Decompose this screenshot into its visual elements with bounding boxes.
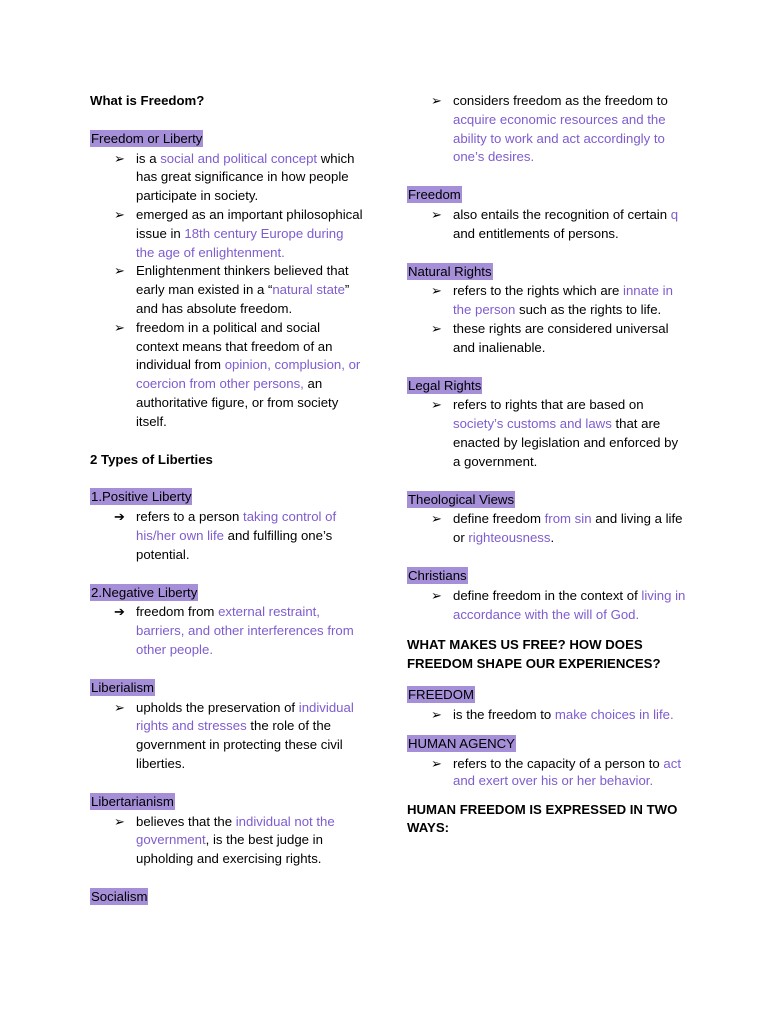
item-text: an authoritative figure, or from society itself. xyxy=(136,376,339,429)
bullet-icon: ➢ xyxy=(431,397,442,413)
bullet-icon: ➢ xyxy=(114,699,125,715)
human-freedom-expressed-heading: HUMAN FREEDOM IS EXPRESSED IN TWO WAYS: xyxy=(407,801,678,836)
item-text: emerged as an important philosophical issue in xyxy=(136,206,363,241)
highlighted-text: make choices in life. xyxy=(554,706,674,722)
bullet-icon: ➢ xyxy=(431,283,442,299)
page-title: What is Freedom? xyxy=(90,93,205,108)
list-item xyxy=(90,603,365,659)
bullet-icon: ➢ xyxy=(114,263,125,279)
list-item xyxy=(90,262,365,318)
bullet-list xyxy=(407,587,687,625)
right-column xyxy=(407,92,687,838)
item-text: also entails the recognition of certain xyxy=(453,206,671,222)
bullet-icon: ➢ xyxy=(431,511,442,527)
item-text: define freedom in the context of xyxy=(453,587,642,603)
bullet-icon: ➔ xyxy=(114,509,125,525)
item-text: believes that the xyxy=(136,813,236,829)
bullet-list xyxy=(407,92,687,167)
item-text: such as the rights to life. xyxy=(515,302,662,318)
bullet-icon: ➢ xyxy=(431,93,442,108)
section-label-socialism: Socialism xyxy=(91,888,148,904)
highlighted-text: natural state xyxy=(272,282,345,298)
highlighted-text: from sin xyxy=(544,511,592,527)
item-text: , is the best judge in upholding and exercising rights. xyxy=(136,832,323,867)
highlighted-text: innate in the person xyxy=(453,283,673,318)
item-text: refers to rights that are based on xyxy=(453,397,644,413)
what-makes-us-free-heading: WHAT MAKES US FREE? HOW DOES FREEDOM SHAPE OUR EXPERIENCES? xyxy=(407,637,661,672)
highlighted-text: society’s customs and laws xyxy=(453,416,612,432)
item-text: refers to the capacity of a person to xyxy=(453,755,664,771)
bullet-list xyxy=(407,510,687,548)
section-label-freedom-caps: FREEDOM xyxy=(408,686,474,702)
item-text: define freedom xyxy=(453,511,545,527)
highlighted-text: taking control of his/her own life xyxy=(136,509,337,543)
section-label-negative-liberty: 2.Negative Liberty xyxy=(91,584,198,600)
bullet-icon: ➔ xyxy=(114,604,125,620)
bullet-icon: ➢ xyxy=(431,587,442,603)
list-item xyxy=(407,206,687,244)
highlighted-text: individual rights and stresses xyxy=(136,699,354,734)
bullet-list xyxy=(407,706,687,723)
highlighted-text: individual not the government xyxy=(136,813,335,848)
item-text: is a xyxy=(136,150,161,166)
list-item xyxy=(90,813,365,869)
item-text: freedom from xyxy=(136,604,219,620)
section-label-natural-rights: Natural Rights xyxy=(408,263,492,279)
section-label-legal-rights: Legal Rights xyxy=(408,377,482,393)
types-of-liberties-heading: 2 Types of Liberties xyxy=(90,451,213,467)
item-text: and entitlements of persons. xyxy=(453,225,619,241)
item-text: refers to the rights which are xyxy=(453,283,624,299)
highlighted-text: social and political concept xyxy=(160,150,318,166)
bullet-icon: ➢ xyxy=(114,319,125,335)
section-label-christians: Christians xyxy=(408,567,467,583)
section-label-freedom-or-liberty: Freedom or Liberty xyxy=(91,130,203,146)
item-text: and living a life or xyxy=(453,511,683,546)
list-item xyxy=(407,510,687,548)
highlighted-text: righteousness xyxy=(468,530,551,546)
section-label-libertarianism: Libertarianism xyxy=(91,793,174,809)
bullet-list xyxy=(90,508,365,564)
bullet-list xyxy=(90,699,365,774)
list-item xyxy=(407,92,687,167)
item-text: freedom in a political and social context means that freedom of an individual from xyxy=(136,319,333,373)
list-item xyxy=(407,396,687,471)
item-text: and fulfilling one’s potential. xyxy=(136,527,333,562)
highlighted-text: external restraint, barriers, and other interferences from other people. xyxy=(136,604,354,657)
bullet-icon: ➢ xyxy=(431,755,442,771)
item-text: . xyxy=(550,530,555,546)
bullet-icon: ➢ xyxy=(114,150,125,166)
left-column xyxy=(90,92,365,907)
highlighted-text: living in accordance with the will of God. xyxy=(453,587,686,622)
highlighted-text: act and exert over his or her behavior. xyxy=(453,755,681,788)
list-item xyxy=(407,282,687,320)
section-label-freedom: Freedom xyxy=(408,187,461,203)
list-item xyxy=(90,150,365,206)
list-item xyxy=(90,319,365,432)
bullet-icon: ➢ xyxy=(431,320,442,336)
bullet-icon: ➢ xyxy=(431,206,442,222)
item-text: the role of the government in protecting these civil liberties. xyxy=(136,718,343,771)
bullet-list xyxy=(90,603,365,659)
item-text: these rights are considered universal and inalienable. xyxy=(453,320,669,355)
list-item xyxy=(407,755,687,789)
item-text: upholds the preservation of xyxy=(136,699,299,715)
item-text: is the freedom to xyxy=(453,706,555,722)
section-label-positive-liberty: 1.Positive Liberty xyxy=(91,489,192,505)
bullet-icon: ➢ xyxy=(114,813,125,829)
bullet-list xyxy=(407,396,687,471)
bullet-list xyxy=(407,206,687,244)
item-text: which has great significance in how people participate in society. xyxy=(136,150,355,204)
section-label-human-agency: HUMAN AGENCY xyxy=(408,735,515,751)
list-item xyxy=(90,206,365,262)
item-text: Enlightenment thinkers believed that early man existed in a “ xyxy=(136,263,349,298)
bullet-list xyxy=(407,755,687,789)
list-item xyxy=(407,320,687,358)
list-item xyxy=(90,508,365,564)
bullet-list xyxy=(407,282,687,357)
list-item xyxy=(407,706,687,723)
highlighted-text: opinion, complusion, or coercion from other persons, xyxy=(136,357,361,392)
bullet-icon: ➢ xyxy=(114,206,125,222)
highlighted-text: acquire economic resources and the ability to work and act accordingly to one’s desires. xyxy=(453,111,666,165)
section-label-liberialism: Liberialism xyxy=(91,679,155,695)
item-text: that are enacted by legislation and enforced by a government. xyxy=(453,416,679,469)
bullet-list xyxy=(90,813,365,869)
bullet-list xyxy=(90,150,365,432)
list-item xyxy=(90,699,365,774)
item-text: ” and has absolute freedom. xyxy=(136,282,350,316)
section-label-theological-views: Theological Views xyxy=(408,491,515,507)
highlighted-text: q xyxy=(670,206,679,222)
highlighted-text: 18th century Europe during the age of enlightenment. xyxy=(136,225,344,260)
list-item xyxy=(407,587,687,625)
item-text: refers to a person xyxy=(136,509,244,525)
item-text: considers freedom as the freedom to xyxy=(453,93,668,108)
bullet-icon: ➢ xyxy=(431,706,442,722)
